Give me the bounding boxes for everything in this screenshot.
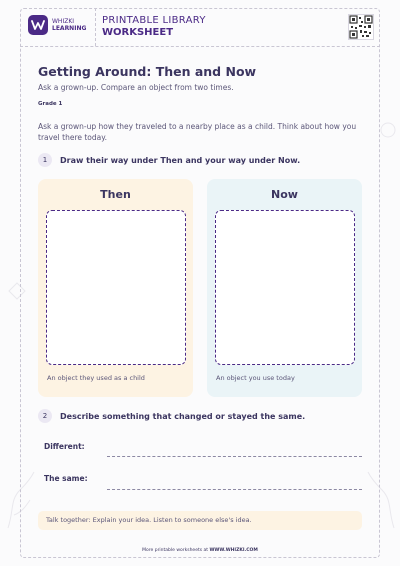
worksheet-subtitle: Ask a grown-up. Compare an object from two times. bbox=[38, 83, 234, 92]
brand-logo bbox=[28, 15, 86, 35]
now-panel bbox=[207, 179, 362, 397]
footer-site-link[interactable]: WWW.WHIZKI.COM bbox=[209, 548, 258, 553]
question-2-text: Describe something that changed or stayed the same. bbox=[60, 411, 306, 421]
talk-prompt: Talk together: Explain your idea. Listen to someone else's idea. bbox=[38, 511, 362, 530]
then-caption: An object they used as a child bbox=[47, 374, 145, 382]
brand-name-line1: WHIZKI bbox=[52, 18, 75, 25]
library-subtitle: WORKSHEET bbox=[102, 27, 174, 38]
footer bbox=[0, 548, 400, 553]
header-divider bbox=[20, 46, 380, 47]
header-vertical-divider bbox=[95, 8, 96, 46]
then-panel bbox=[38, 179, 193, 397]
same-answer-line[interactable] bbox=[107, 489, 362, 490]
worksheet-instructions: Ask a grown-up how they traveled to a nearby place as a child. Think about how you travel there today. bbox=[38, 122, 357, 142]
now-drawing-area[interactable] bbox=[215, 210, 355, 365]
question-2 bbox=[38, 409, 305, 423]
different-label: Different: bbox=[44, 442, 85, 451]
question-1 bbox=[38, 153, 300, 167]
question-2-number: 2 bbox=[38, 409, 52, 423]
then-panel-title: Then bbox=[100, 188, 131, 201]
grade-label: Grade 1 bbox=[38, 101, 63, 107]
question-1-number: 1 bbox=[38, 153, 52, 167]
same-label: The same: bbox=[44, 474, 88, 483]
now-caption: An object you use today bbox=[216, 374, 295, 382]
now-panel-title: Now bbox=[271, 188, 298, 201]
then-drawing-area[interactable] bbox=[46, 210, 186, 365]
logo-w-icon bbox=[28, 15, 48, 35]
footer-text: More printable worksheets at bbox=[142, 548, 210, 553]
different-answer-line[interactable] bbox=[107, 456, 362, 457]
question-1-text: Draw their way under Then and your way under Now. bbox=[60, 155, 301, 165]
qr-code-icon bbox=[348, 14, 374, 40]
library-title: PRINTABLE LIBRARY bbox=[102, 15, 206, 26]
brand-name-line2: LEARNING bbox=[52, 25, 87, 32]
worksheet-title: Getting Around: Then and Now bbox=[38, 64, 257, 79]
background-doodle-right bbox=[378, 120, 398, 140]
